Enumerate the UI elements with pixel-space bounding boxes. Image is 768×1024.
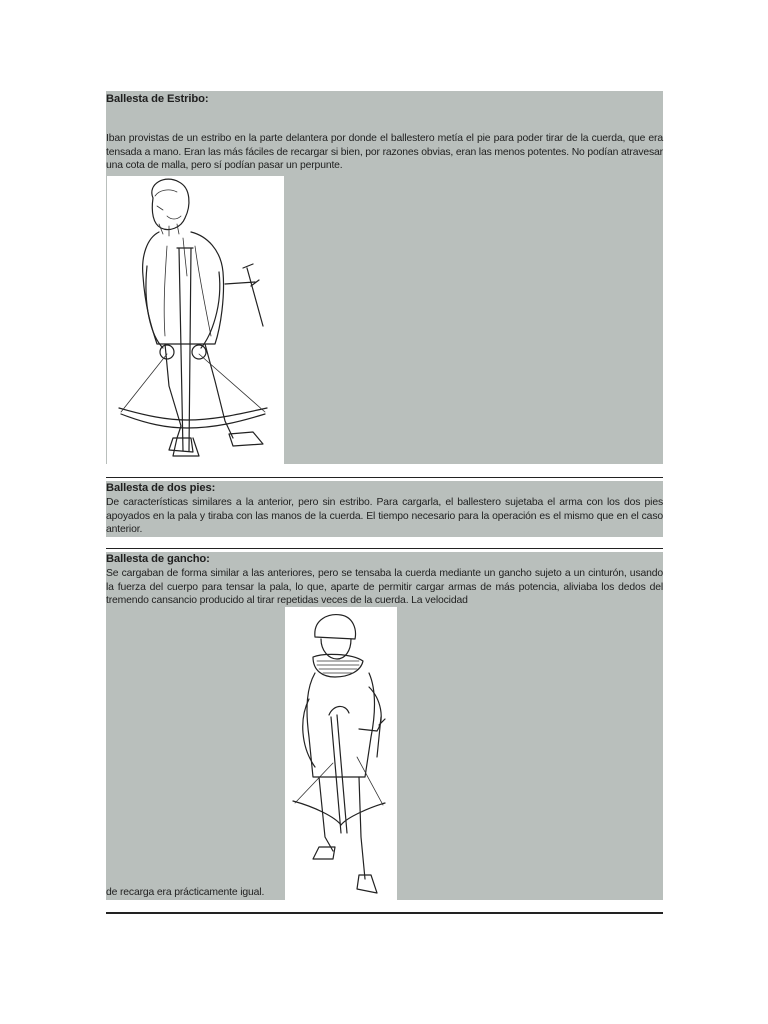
section-text-end: de recarga era prácticamente igual. [106,887,265,898]
section-dos-pies [106,481,663,537]
section-text: Se cargaban de forma similar a las anteriores, pero se tensaba la cuerda mediante un gancho sujeto a un cinturón, usando la fuerza del cuerpo para tensar la pala, lo que, aparte de permitir cargar armas de más potencia, aliviaba los dedos del tremendo cansancio producido al tirar repetidas veces de la cuerda. La velocidad [106,568,663,607]
section-text: De características similares a la anterior, pero sin estribo. Para cargarla, el ballestero sujetaba el arma con los dos pies apoyados en la pala y tiraba con las manos de la cuerda. El tiempo necesario para la operación es el mismo que en el caso anterior. [106,497,663,536]
section-text: Iban provistas de un estribo en la parte delantera por donde el ballestero metía el pie para poder tirar de la cuerda, que era tensada a mano. Eran las más fáciles de recargar si bien, por razones obvias, eran las menos potentes. No podían atravesar una cota de malla, pero sí podían pasar un perpunte. [106,133,663,172]
divider [106,912,663,914]
divider [106,477,663,478]
crossbowman-stirrup-illustration [107,176,284,464]
crossbowman-hook-illustration [285,607,397,900]
section-gancho [106,552,663,900]
section-title: Ballesta de dos pies: [106,482,216,494]
section-title: Ballesta de Estribo: [106,93,209,105]
section-title: Ballesta de gancho: [106,553,210,565]
section-estribo [106,91,663,464]
divider [106,548,663,549]
